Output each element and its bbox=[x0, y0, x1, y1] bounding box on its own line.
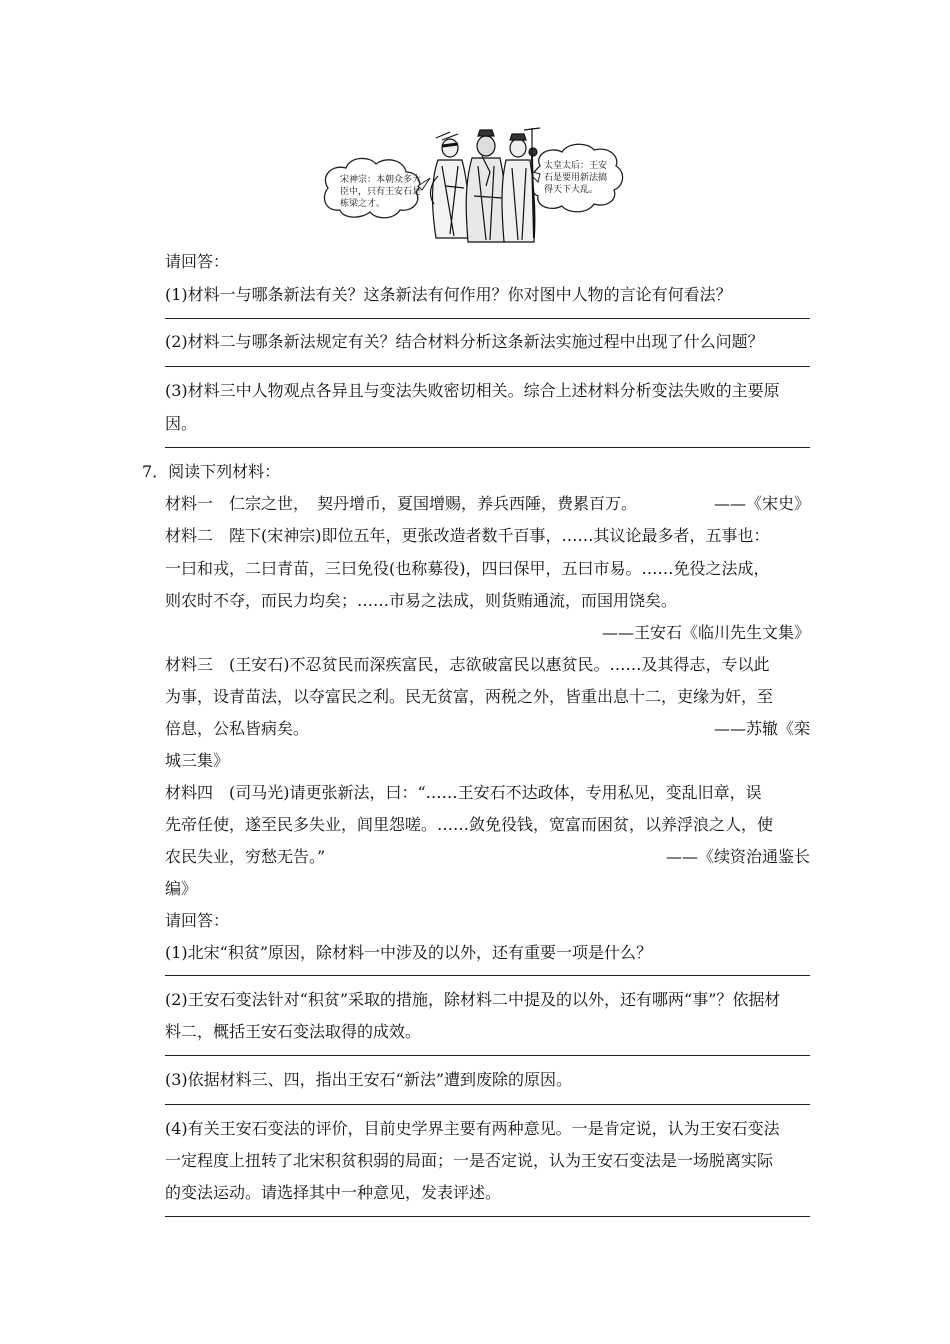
material-3-line-1: 材料三 (王安石)不忍贫民而深疾富民，志欲破富民以惠贫民。……及其得志，专以此 bbox=[165, 655, 770, 674]
section7-question-4-line-2: 一定程度上扭转了北宋积贫积弱的局面；一是否定说，认为王安石变法是一场脱离实际 bbox=[165, 1151, 774, 1170]
section6-question-1: (1)材料一与哪条新法有关？这条新法有何作用？你对图中人物的言论有何看法？ bbox=[165, 285, 732, 304]
material-2-source: ——王安石《临川先生文集》 bbox=[601, 623, 810, 642]
section7-question-4: (4)有关王安石变法的评价，目前史学界主要有两种意见。一是肯定说，认为王安石变法 bbox=[165, 1119, 780, 1138]
material-2-line-1: 材料二 陛下(宋神宗)即位五年，更张改造者数千百事，……其议论最多者，五事也： bbox=[165, 526, 770, 545]
answer-line[interactable] bbox=[165, 1104, 810, 1105]
material-3-line-2: 为事，设青苗法，以夺富民之利。民无贫富，两税之外，皆重出息十二，吏缘为奸，至 bbox=[165, 687, 774, 706]
material-3-source-cont: 城三集》 bbox=[165, 751, 230, 770]
material-1-text: 材料一 仁宗之世， 契丹增币，夏国增赐，养兵西陲，费累百万。 bbox=[165, 494, 638, 513]
right-bubble-text: 太皇太后：王安 石是要用新法搞 得天下大乱。 bbox=[544, 161, 608, 195]
section6-question-3: (3)材料三中人物观点各异且与变法失败密切相关。综合上述材料分析变法失败的主要原 bbox=[165, 381, 780, 400]
section7-question-1: (1)北宋“积贫”原因，除材料一中涉及的以外，还有重要一项是什么？ bbox=[165, 943, 653, 962]
material-3-line-3: 倍息，公私皆病矣。 bbox=[165, 719, 310, 738]
answer-line[interactable] bbox=[165, 447, 810, 448]
section6-question-2: (2)材料二与哪条新法规定有关？结合材料分析这条新法实施过程中出现了什么问题？ bbox=[165, 332, 764, 351]
material-4-line-2: 先帝任使，遂至民多失业，闾里怨嗟。……敛免役钱，宽富而困贫，以养浮浪之人，使 bbox=[165, 815, 774, 834]
section7-question-2: (2)王安石变法针对“积贫”采取的措施，除材料二中提及的以外，还有哪两“事”？依据材 bbox=[165, 990, 781, 1009]
material-4-line-3: 农民失业，穷愁无告。” bbox=[165, 847, 326, 866]
section7-question-4-line-3: 的变法运动。请选择其中一种意见，发表评述。 bbox=[165, 1183, 502, 1202]
answer-line[interactable] bbox=[165, 318, 810, 319]
section7-question-3: (3)依据材料三、四，指出王安石“新法”遭到废除的原因。 bbox=[165, 1070, 573, 1089]
material-3-source: ——苏辙《栾 bbox=[713, 719, 810, 738]
section7-prompt: 请回答： bbox=[165, 911, 230, 930]
question-7-heading: 7．阅读下列材料： bbox=[142, 462, 281, 481]
left-bubble-text: 宋神宗：本朝众多大 臣中，只有王安石是 栋梁之才。 bbox=[340, 175, 422, 209]
material-2-line-2: 一曰和戎，二曰青苗，三曰免役(也称募役)，四曰保甲，五曰市易。……免役之法成， bbox=[165, 559, 770, 578]
material-1-source: ——《宋史》 bbox=[713, 494, 810, 513]
material-4-line-1: 材料四 (司马光)请更张新法，曰：“……王安石不达政体，专用私见，变乱旧章，误 bbox=[165, 783, 762, 802]
answer-line[interactable] bbox=[165, 1055, 810, 1056]
material-4-source-cont: 编》 bbox=[165, 879, 198, 898]
section7-question-2-cont: 料二，概括王安石变法取得的成效。 bbox=[165, 1022, 422, 1041]
material-4-source: ——《续资治通鉴长 bbox=[665, 847, 810, 866]
answer-line[interactable] bbox=[165, 975, 810, 976]
cartoon-illustration bbox=[318, 126, 630, 246]
answer-line[interactable] bbox=[165, 366, 810, 367]
material-2-line-3: 则农时不夺，而民力均矣；……市易之法成，则货贿通流，而国用饶矣。 bbox=[165, 591, 678, 610]
section6-question-3-cont: 因。 bbox=[165, 414, 198, 433]
answer-line[interactable] bbox=[165, 1216, 810, 1217]
section6-prompt: 请回答： bbox=[165, 252, 230, 271]
